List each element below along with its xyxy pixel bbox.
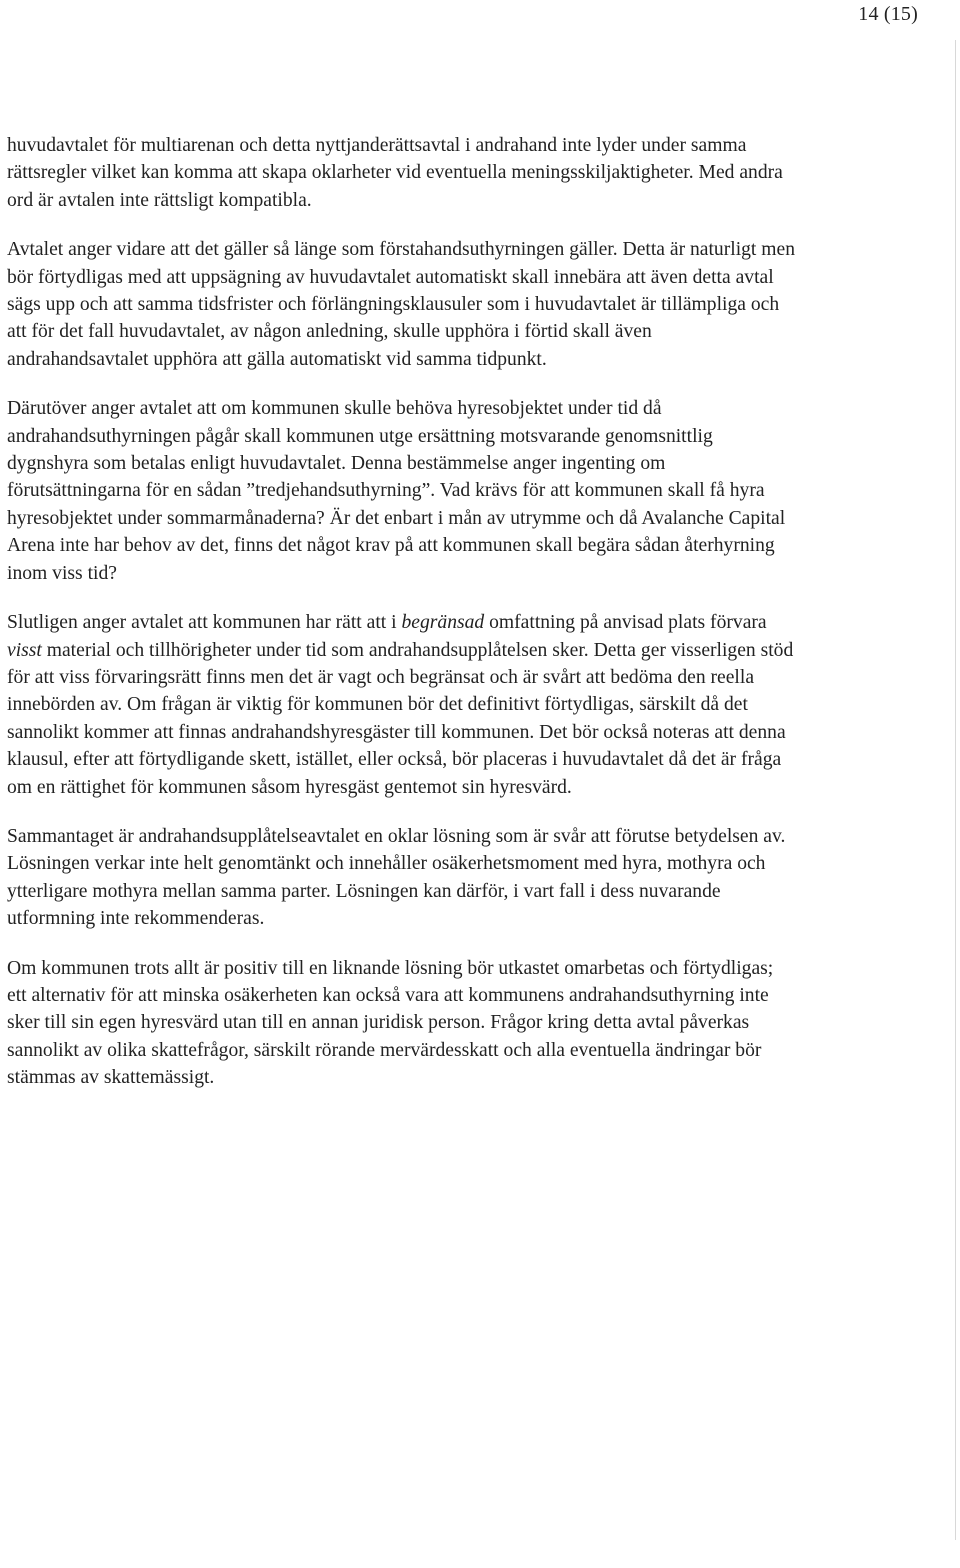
paragraph-4	[7, 609, 797, 801]
page-number: 14 (15)	[858, 3, 918, 25]
text-run: Därutöver anger avtalet att om kommunen skulle behöva hyresobjektet under tid då andrahandsuthyrningen pågår skall kommunen utge ersättning motsvarande genomsnittlig dygnshyra som betalas enligt huvudavtalet. Denna bestämmelse anger ingenting om förutsättningarna för en sådan ”tredjehandsuthyrning”. Vad krävs för att kommunen skall få hyra hyresobjektet under sommarmånaderna? Är det enbart i mån av utrymme och då Avalanche Capital Arena inte har behov av det, finns det något krav på att kommunen skall begära sådan återhyrning inom viss tid?	[7, 398, 786, 584]
paragraph-5	[7, 823, 797, 933]
text-run: Avtalet anger vidare att det gäller så länge som förstahandsuthyrningen gäller. Detta är naturligt men bör förtydligas med att uppsägning av huvudavtalet automatiskt skall innebära att även detta avtal sägs upp och att samma tidsfrister och förlängningsklausuler som i huvudavtalet är tillämpliga och att för det fall huvudavtalet, av någon anledning, skulle upphöra i förtid skall även andrahandsavtalet upphöra att gälla automatiskt vid samma tidpunkt.	[7, 239, 796, 370]
text-run: Slutligen anger avtalet att kommunen har rätt att i	[7, 612, 402, 634]
emphasis-visst: visst	[7, 639, 42, 661]
text-run: Sammantaget är andrahandsupplåtelseavtalet en oklar lösning som är svår att förutse betydelsen av. Lösningen verkar inte helt genomtänkt och innehåller osäkerhetsmoment med hyra, mothyra och ytterligare mothyra mellan samma parter. Lösningen kan därför, i vart fall i dess nuvarande utformning inte rekommenderas.	[7, 825, 786, 930]
paragraph-2	[7, 236, 797, 373]
scan-edge-line	[955, 40, 956, 1540]
paragraph-3	[7, 395, 797, 587]
text-run: Om kommunen trots allt är positiv till en liknande lösning bör utkastet omarbetas och förtydligas; ett alternativ för att minska osäkerheten kan också vara att kommunens andrahandsuthyrning inte sker till sin egen hyresvärd utan till en annan juridisk person. Frågor kring detta avtal påverkas sannolikt av olika skattefrågor, särskilt rörande mervärdesskatt och alla eventuella ändringar bör stämmas av skattemässigt.	[7, 957, 774, 1089]
emphasis-begransad: begränsad	[401, 612, 485, 634]
text-run: material och tillhörigheter under tid som andrahandsupplåtelsen sker. Detta ger visserligen stöd för att viss förvaringsrätt finns men det är vagt och begränsat och är svårt att bedöma den reella innebörden av. Om frågan är viktig för kommunen bör det definitivt förtydligas, särskilt då det sannolikt kommer att finnas andrahandshyresgäster till kommunen. Det bör också noteras att denna klausul, efter att förtydligande skett, istället, eller också, bör placeras i huvudavtalet då det är fråga om en rättighet för kommunen såsom hyresgäst gentemot sin hyresvärd.	[7, 639, 794, 798]
document-body	[7, 132, 797, 1092]
text-run: omfattning på anvisad plats förvara	[484, 612, 767, 634]
paragraph-1	[7, 132, 797, 214]
text-run: huvudavtalet för multiarenan och detta nyttjanderättsavtal i andrahand inte lyder under samma rättsregler vilket kan komma att skapa oklarheter vid eventuella meningsskiljaktigheter. Med andra ord är avtalen inte rättsligt kompatibla.	[7, 135, 783, 211]
paragraph-6	[7, 955, 797, 1092]
